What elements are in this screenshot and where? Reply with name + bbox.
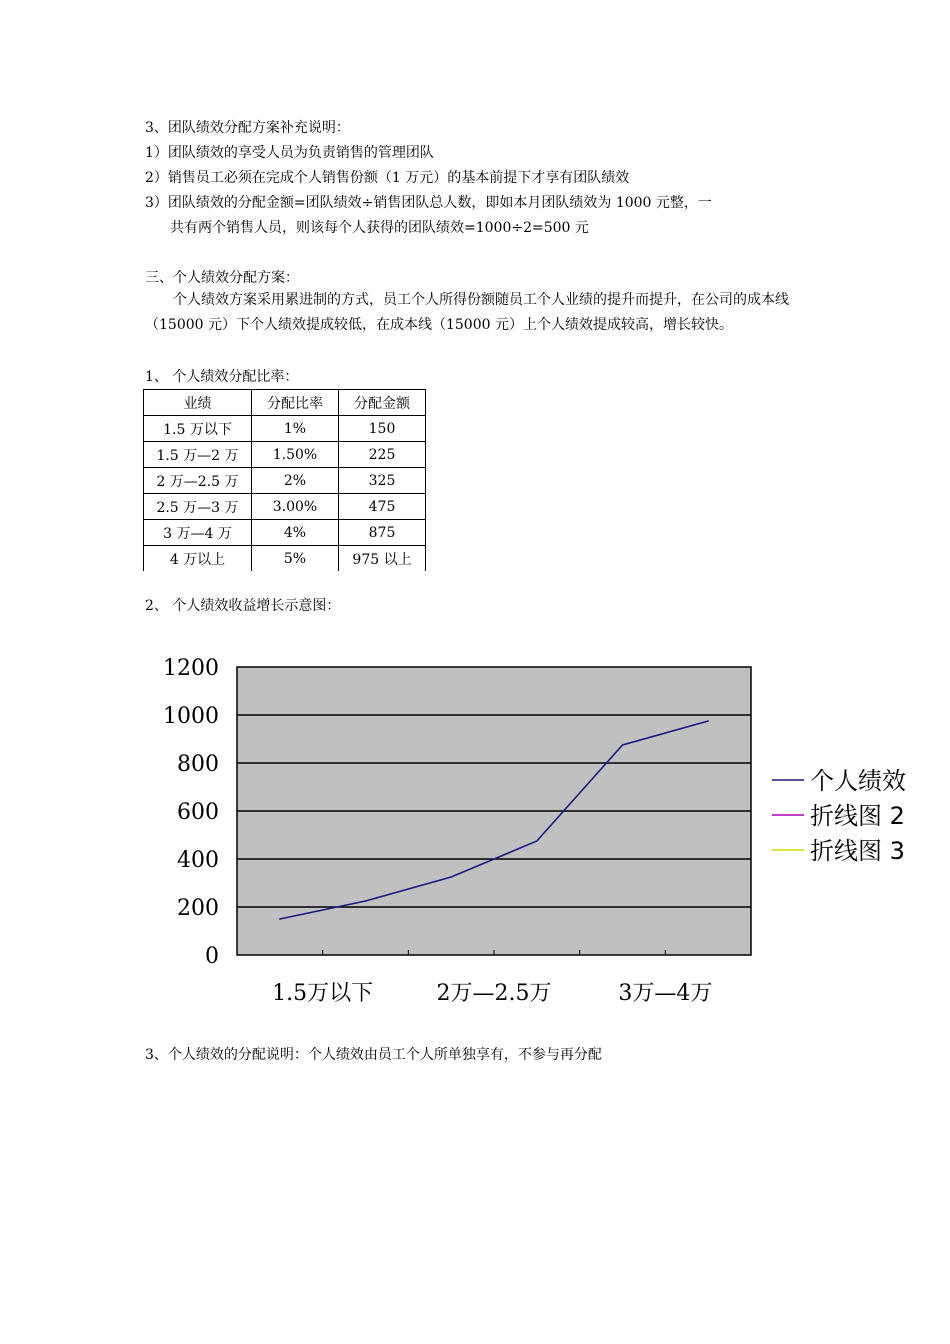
table-cell: 2% (252, 468, 339, 494)
y-tick-label: 1000 (163, 704, 219, 729)
table-cell: 5% (252, 546, 339, 572)
data-point (536, 840, 538, 842)
table-row (144, 468, 426, 494)
table-cell: 4% (252, 520, 339, 546)
table-header-cell: 分配比率 (252, 390, 339, 416)
table-cell: 1% (252, 416, 339, 442)
x-tick-label: 3万—4万 (618, 981, 713, 1006)
x-tick-label: 1.5万以下 (272, 981, 374, 1006)
table-row (144, 442, 426, 468)
table-row (144, 520, 426, 546)
performance-table (143, 389, 426, 571)
team-item-3-line-2: 共有两个销售人员，则该每个人获得的团队绩效=1000÷2=500 元 (170, 220, 589, 236)
table-cell: 975 以上 (339, 546, 426, 572)
table-row (144, 494, 426, 520)
y-tick-label: 800 (177, 752, 219, 777)
line-chart (140, 650, 930, 1020)
y-tick-label: 1200 (163, 656, 219, 681)
table-row (144, 546, 426, 572)
personal-heading: 三、个人绩效分配方案： (145, 270, 299, 286)
team-item-1: 1）团队绩效的享受人员为负责销售的管理团队 (145, 145, 434, 161)
data-point (450, 876, 452, 878)
y-axis-ticks (163, 656, 219, 969)
y-tick-label: 200 (177, 896, 219, 921)
data-point (707, 720, 709, 722)
table-cell: 225 (339, 442, 426, 468)
table-cell: 1.5 万—2 万 (144, 442, 252, 468)
table-cell: 325 (339, 468, 426, 494)
table-header-row (144, 390, 426, 416)
table-header-cell: 业绩 (144, 390, 252, 416)
personal-paragraph (145, 288, 807, 338)
data-point (622, 744, 624, 746)
y-tick-label: 600 (177, 800, 219, 825)
table-cell: 475 (339, 494, 426, 520)
team-item-3-line-1: 3）团队绩效的分配金额=团队绩效÷销售团队总人数，即如本月团队绩效为 1000 元整，一 (145, 195, 712, 211)
table-cell: 3.00% (252, 494, 339, 520)
team-item-2: 2）销售员工必须在完成个人销售份额（1 万元）的基本前提下才享有团队绩效 (145, 170, 630, 186)
y-tick-label: 400 (177, 848, 219, 873)
x-tick-label: 2万—2.5万 (436, 981, 552, 1006)
legend-label: 折线图 2 (810, 802, 905, 830)
chart-legend (772, 767, 906, 865)
chart-title: 2、 个人绩效收益增长示意图： (145, 598, 341, 614)
table-cell: 150 (339, 416, 426, 442)
table-cell: 875 (339, 520, 426, 546)
table-cell: 1.5 万以下 (144, 416, 252, 442)
table-cell: 4 万以上 (144, 546, 252, 572)
data-point (279, 918, 281, 920)
legend-label: 折线图 3 (810, 837, 905, 865)
table-cell: 2 万—2.5 万 (144, 468, 252, 494)
table-header-cell: 分配金额 (339, 390, 426, 416)
personal-paragraph-text: 个人绩效方案采用累进制的方式，员工个人所得份额随员工个人业绩的提升而提升，在公司的成本线（15000 元）下个人绩效提成较低，在成本线（15000 元）上个人绩效提成较高，增长较快。 (145, 292, 789, 333)
table-title: 1、 个人绩效分配比率： (145, 369, 299, 385)
y-tick-label: 0 (205, 944, 219, 969)
team-heading: 3、团队绩效分配方案补充说明： (145, 120, 350, 136)
table-cell: 1.50% (252, 442, 339, 468)
table-cell: 2.5 万—3 万 (144, 494, 252, 520)
legend-label: 个人绩效 (810, 767, 906, 795)
data-point (365, 900, 367, 902)
table-cell: 3 万—4 万 (144, 520, 252, 546)
x-axis-ticks (272, 950, 712, 1006)
table-row (144, 416, 426, 442)
distribution-note: 3、个人绩效的分配说明：个人绩效由员工个人所单独享有，不参与再分配 (145, 1047, 602, 1063)
